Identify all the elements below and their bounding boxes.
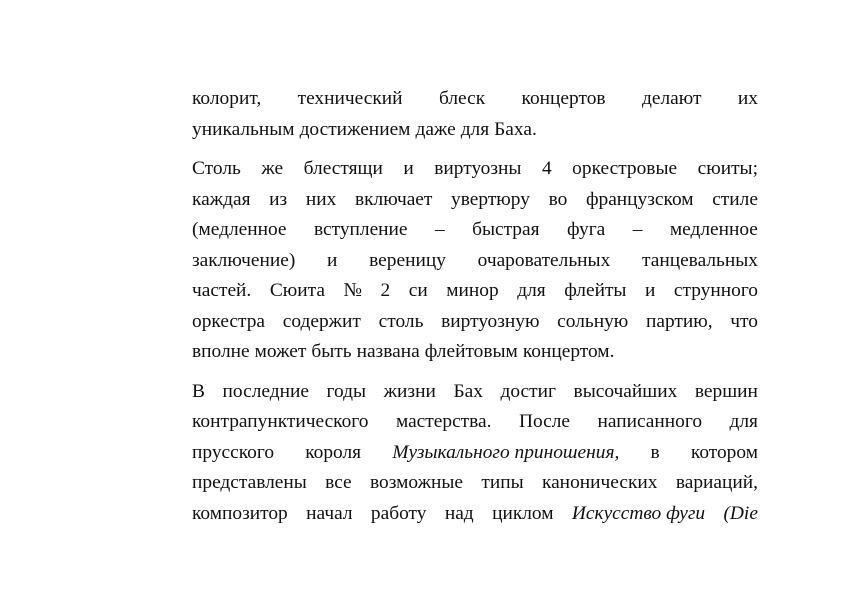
word: блестящи bbox=[303, 158, 383, 179]
word: делают bbox=[641, 88, 702, 109]
paragraph-2 bbox=[192, 154, 758, 368]
paragraph-gap bbox=[192, 368, 758, 377]
word: – bbox=[434, 219, 445, 240]
word: Бах bbox=[453, 380, 483, 402]
text-line bbox=[192, 377, 758, 408]
word: (Die bbox=[723, 502, 758, 524]
word: оркестра bbox=[192, 310, 266, 332]
word: танцевальных bbox=[642, 249, 758, 271]
word: годы bbox=[326, 380, 367, 402]
text-line bbox=[192, 307, 758, 338]
word: столь bbox=[378, 310, 424, 332]
word: достиг bbox=[500, 380, 556, 402]
word: даже bbox=[415, 118, 456, 140]
word: Сюита bbox=[269, 280, 325, 301]
word: вступление bbox=[313, 219, 408, 240]
word: заключение) bbox=[192, 249, 296, 271]
word: виртуозны bbox=[434, 158, 522, 179]
word: над bbox=[444, 502, 474, 524]
word: быть bbox=[311, 341, 352, 362]
word: Столь bbox=[192, 158, 241, 179]
word: флейты bbox=[564, 280, 627, 301]
word: вполне bbox=[192, 341, 250, 362]
word: си bbox=[408, 280, 428, 301]
text-line bbox=[192, 246, 758, 277]
word: названа bbox=[356, 341, 420, 362]
word: короля bbox=[305, 441, 362, 463]
word: включает bbox=[354, 188, 433, 210]
word: композитор bbox=[192, 502, 288, 524]
word: 2 bbox=[380, 280, 391, 301]
word: циклом bbox=[492, 502, 554, 524]
text-line bbox=[192, 276, 758, 307]
word: колорит, bbox=[192, 88, 262, 109]
word: виртуозную bbox=[441, 310, 540, 332]
document-body-text bbox=[192, 84, 758, 529]
paragraph-3 bbox=[192, 377, 758, 530]
word: последние bbox=[222, 380, 309, 402]
text-line bbox=[192, 115, 758, 146]
word: вершин bbox=[694, 380, 758, 402]
word: достижением bbox=[299, 118, 411, 140]
word: блеск bbox=[438, 88, 486, 109]
word: начал bbox=[306, 502, 353, 524]
paragraph-gap bbox=[192, 145, 758, 154]
word: вереницу bbox=[369, 249, 446, 271]
word: партию, bbox=[645, 310, 713, 332]
text-line bbox=[192, 185, 758, 216]
word: После bbox=[518, 411, 571, 432]
word: прусского bbox=[192, 441, 275, 463]
word: частей. bbox=[192, 280, 252, 301]
text-line bbox=[192, 438, 758, 469]
word: концертом. bbox=[522, 341, 615, 362]
word: высочайших bbox=[573, 380, 678, 402]
word: из bbox=[269, 188, 288, 210]
word: канонических bbox=[541, 472, 658, 493]
word: сольную bbox=[557, 310, 629, 332]
word: Музыкального приношения, bbox=[392, 441, 620, 463]
word: оркестровые bbox=[572, 158, 678, 179]
word: медленное bbox=[669, 219, 758, 240]
word: каждая bbox=[192, 188, 251, 210]
word: для bbox=[729, 411, 758, 432]
word: мастерства. bbox=[395, 411, 492, 432]
word: стиле bbox=[712, 188, 758, 210]
word: типы bbox=[481, 472, 524, 493]
text-line bbox=[192, 407, 758, 438]
word: быстрая bbox=[472, 219, 540, 240]
word: написанного bbox=[597, 411, 703, 432]
word: уникальным bbox=[192, 118, 295, 140]
word: Искусство фуги bbox=[571, 502, 706, 524]
word: минор bbox=[446, 280, 499, 301]
word: и bbox=[403, 158, 414, 179]
word: для bbox=[460, 118, 490, 140]
text-line bbox=[192, 468, 758, 499]
word: котором bbox=[690, 441, 758, 463]
word: во bbox=[548, 188, 568, 210]
paragraph-1 bbox=[192, 84, 758, 145]
text-line bbox=[192, 154, 758, 185]
word: французском bbox=[585, 188, 694, 210]
word: возможные bbox=[370, 472, 463, 493]
word: их bbox=[737, 88, 758, 109]
word: вариаций, bbox=[675, 472, 758, 493]
word: что bbox=[730, 310, 758, 332]
word: № bbox=[343, 280, 362, 301]
word: – bbox=[632, 219, 643, 240]
word: контрапунктического bbox=[192, 411, 369, 432]
text-line bbox=[192, 337, 758, 368]
word: содержит bbox=[282, 310, 361, 332]
word: увертюру bbox=[451, 188, 530, 210]
word: Баха. bbox=[494, 118, 537, 140]
word: может bbox=[254, 341, 307, 362]
word: флейтовым bbox=[424, 341, 518, 362]
word: фуга bbox=[566, 219, 606, 240]
word: струнного bbox=[673, 280, 758, 301]
word: же bbox=[261, 158, 284, 179]
word: в bbox=[650, 441, 660, 463]
word: и bbox=[645, 280, 656, 301]
word: работу bbox=[370, 502, 427, 524]
word: них bbox=[305, 188, 337, 210]
word: В bbox=[192, 380, 205, 402]
word: все bbox=[325, 472, 352, 493]
text-line bbox=[192, 84, 758, 115]
word: технический bbox=[297, 88, 403, 109]
word: сюиты; bbox=[697, 158, 758, 179]
word: очаровательных bbox=[477, 249, 611, 271]
text-line bbox=[192, 215, 758, 246]
word: 4 bbox=[541, 158, 552, 179]
text-line bbox=[192, 499, 758, 530]
word: концертов bbox=[521, 88, 606, 109]
word: и bbox=[327, 249, 338, 271]
word: (медленное bbox=[192, 219, 287, 240]
word: жизни bbox=[383, 380, 436, 402]
word: для bbox=[517, 280, 546, 301]
word: представлены bbox=[192, 472, 307, 493]
